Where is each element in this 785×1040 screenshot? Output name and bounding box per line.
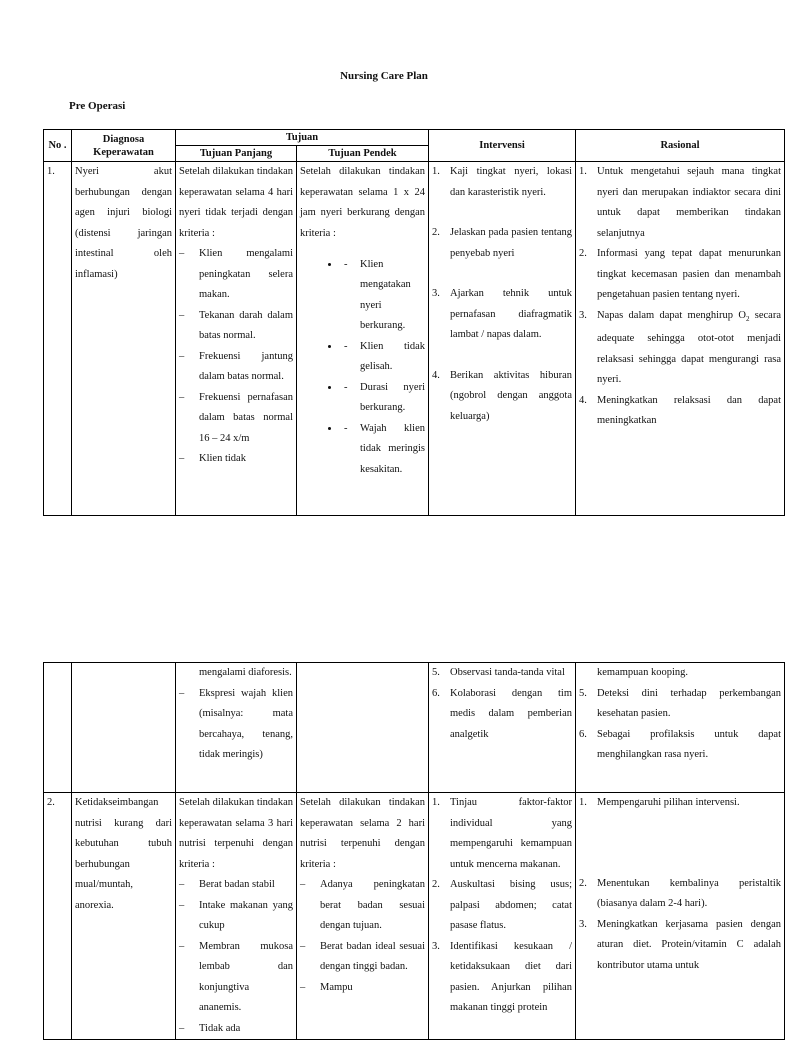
list-item: 4. Berikan aktivitas hiburan (ngobrol dengan anggota keluarga) xyxy=(432,369,572,422)
list-item: – Tekanan darah dalam batas normal. xyxy=(179,306,293,347)
list-item: 4. Meningkatkan relaksasi dan dapat meningkatkan xyxy=(579,394,781,427)
list-item: – Berat badan ideal sesuai dengan tinggi badan. xyxy=(300,937,425,978)
list-item: 6. Kolaborasi dengan tim medis dalam pemberian analgetik xyxy=(432,687,572,740)
list-item: – Klien mengalami peningkatan selera makan. xyxy=(179,244,293,306)
rasional-list xyxy=(579,793,781,976)
header-tujuan-panjang: Tujuan Panjang xyxy=(176,146,297,162)
rasional-list xyxy=(579,684,781,766)
criteria-list xyxy=(179,244,293,470)
header-rasional: Rasional xyxy=(576,130,785,162)
header-no: No . xyxy=(44,130,72,162)
list-item: 3. Ajarkan tehnik untuk pernafasan diafragmatik lambat / napas dalam. xyxy=(432,288,572,340)
list-item: 6. Sebagai profilaksis untuk dapat menghilangkan rasa nyeri. xyxy=(579,728,781,760)
list-item: – Frekuensi pernafasan dalam batas normal 16 – 24 x/m xyxy=(179,388,293,450)
list-item: – Intake makanan yang cukup xyxy=(179,896,293,937)
tujuan-panjang-cell xyxy=(176,793,297,1040)
list-item: – Tidak ada xyxy=(179,1019,293,1040)
row-number: 1. xyxy=(44,162,72,516)
table-row xyxy=(44,162,785,516)
header-tujuan: Tujuan xyxy=(176,130,429,146)
list-item: - • Durasi nyeri berkurang. xyxy=(340,378,425,419)
table-row xyxy=(44,793,785,1040)
intervensi-list xyxy=(432,162,572,427)
diagnosa-cell: Ketidakseimbangan nutrisi kurang dari kebutuhan tubuh berhubungan mual/muntah, anorexia. xyxy=(72,793,176,1040)
list-item: – Membran mukosa lembab dan konjungtiva ananemis. xyxy=(179,937,293,1019)
table-row xyxy=(44,663,785,793)
list-item: 5. Observasi tanda-tanda vital xyxy=(432,667,565,678)
list-item: 1. Tinjau faktor-faktor individual yang mempengaruhi kemampuan untuk mencerna makanan. xyxy=(432,797,572,870)
list-item: 2. Informasi yang tepat dapat menurunkan tingkat kecemasan pasien dan menambah pengetahuan pasien tentang nyeri. xyxy=(579,248,781,300)
list-item: - • Klien mengatakan nyeri berkurang. xyxy=(340,255,425,337)
care-plan-table-part-1 xyxy=(43,129,785,516)
list-item: – Ekspresi wajah klien (misalnya: mata bercahaya, tenang, tidak meringis) xyxy=(179,684,293,766)
list-item: 2. Jelaskan pada pasien tentang penyebab nyeri xyxy=(432,227,572,259)
criteria-intro: Setelah dilakukan tindakan keperawatan selama 2 hari nutrisi terpenuhi dengan kriteria : xyxy=(300,797,425,870)
list-item: – Mampu xyxy=(300,978,425,999)
section-subtitle: Pre Operasi xyxy=(69,100,126,112)
list-item: – Klien tidak xyxy=(179,449,293,470)
list-item: 3. Napas dalam dapat menghirup $O_2$ secara adequate sehingga otot-otot menjadi relaksasi sehingga dapat mengurangi rasa nyeri. xyxy=(579,309,781,386)
criteria-list xyxy=(179,684,293,766)
tujuan-panjang-cell xyxy=(176,663,297,793)
header-diagnosa: Diagnosa Keperawatan xyxy=(72,130,176,162)
list-item: 1. Untuk mengetahui sejauh mana tingkat nyeri dan merupakan indiaktor secara dini untuk dapat memberikan tindakan selanjutnya xyxy=(579,166,781,239)
criteria-intro: Setelah dilakukan tindakan keperawatan selama 1 x 24 jam nyeri berkurang dengan kriteria : xyxy=(300,166,425,239)
rasional-cell xyxy=(576,793,785,1040)
criteria-list xyxy=(300,255,425,481)
rasional-cell xyxy=(576,663,785,793)
care-plan-table-part-2 xyxy=(43,662,785,1040)
list-item: - • Wajah klien tidak meringis kesakitan. xyxy=(340,419,425,481)
tujuan-pendek-cell xyxy=(297,793,429,1040)
list-item: – Frekuensi jantung dalam batas normal. xyxy=(179,347,293,388)
list-item: – Adanya peningkatan berat badan sesuai dengan tujuan. xyxy=(300,875,425,937)
tujuan-pendek-cell xyxy=(297,162,429,516)
intervensi-list xyxy=(432,793,572,1019)
row-number: 2. xyxy=(44,793,72,1040)
list-item: 2. Auskultasi bising usus; palpasi abdomen; catat pasase flatus. xyxy=(432,879,572,931)
rasional-cell xyxy=(576,162,785,516)
intervensi-cell xyxy=(429,162,576,516)
intervensi-list xyxy=(432,663,572,745)
criteria-continued: mengalami diaforesis. xyxy=(199,667,292,678)
header-intervensi: Intervensi xyxy=(429,130,576,162)
list-item: – Berat badan stabil xyxy=(179,875,293,896)
tujuan-panjang-cell xyxy=(176,162,297,516)
intervensi-cell xyxy=(429,793,576,1040)
criteria-list xyxy=(300,875,425,998)
rasional-continued: kemampuan kooping. xyxy=(597,667,688,678)
intervensi-cell xyxy=(429,663,576,793)
criteria-intro: Setelah dilakukan tindakan keperawatan selama 4 hari nyeri tidak terjadi dengan kriteria : xyxy=(179,166,293,239)
header-tujuan-pendek: Tujuan Pendek xyxy=(297,146,429,162)
criteria-list xyxy=(179,875,293,1039)
diagnosa-cell: Nyeri akut berhubungan dengan agen injuri biologi (distensi jaringan intestinal oleh inflamasi) xyxy=(72,162,176,516)
rasional-list xyxy=(579,162,781,432)
list-item: 5. Deteksi dini terhadap perkembangan kesehatan pasien. xyxy=(579,687,781,719)
list-item: 1. Kaji tingkat nyeri, lokasi dan karasteristik nyeri. xyxy=(432,166,572,198)
criteria-intro: Setelah dilakukan tindakan keperawatan selama 3 hari nutrisi terpenuhi dengan kriteria : xyxy=(179,797,293,870)
page-title: Nursing Care Plan xyxy=(340,70,428,82)
list-item: 3. Identifikasi kesukaan / ketidaksukaan diet dari pasien. Anjurkan pilihan makanan tinggi protein xyxy=(432,940,572,1013)
list-item: - • Klien tidak gelisah. xyxy=(340,337,425,378)
list-item: 1. Mempengaruhi pilihan intervensi. xyxy=(579,797,740,808)
list-item: 3. Meningkatkan kerjasama pasien dengan aturan diet. Protein/vitamin C adalah kontributor utama untuk xyxy=(579,918,781,971)
list-item: 2. Menentukan kembalinya peristaltik (biasanya dalam 2-4 hari). xyxy=(579,877,781,909)
